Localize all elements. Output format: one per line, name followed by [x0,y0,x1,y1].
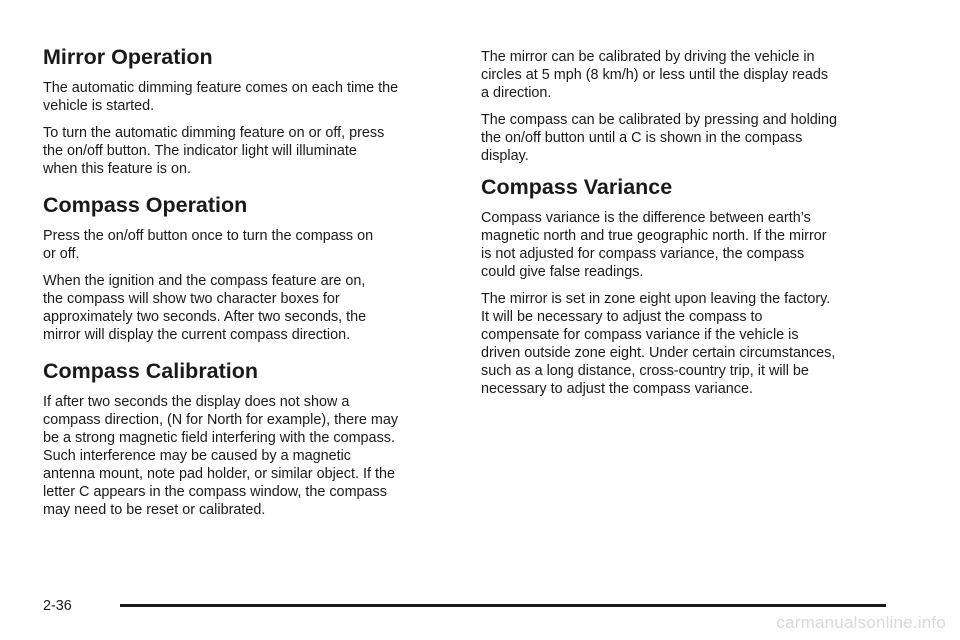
heading-compass-variance: Compass Variance [481,175,673,199]
section-compass-operation [43,192,453,344]
paragraph: The mirror is set in zone eight upon leaving the factory. It will be necessary to adjust the compass to compensate for compass variance if the vehicle is driven outside zone eight. Under certain circumstances, such as a long distance, cross-country trip, it will be necessary to adjust the compass variance. [481,291,836,397]
heading-compass-operation: Compass Operation [43,193,248,217]
paragraph: To turn the automatic dimming feature on or off, press the on/off button. The indicator light will illuminate when this feature is on. [43,125,385,177]
paragraph: When the ignition and the compass feature are on, the compass will show two character boxes for approximately two seconds. After two seconds, the mirror will display the current compass direction. [43,273,367,343]
paragraph: The compass can be calibrated by pressing and holding the on/off button until a C is shown in the compass display. [481,112,837,164]
heading-compass-calibration: Compass Calibration [43,359,259,383]
paragraph: The mirror can be calibrated by driving the vehicle in circles at 5 mph (8 km/h) or less until the display reads a direction. [481,49,829,101]
section-mirror-operation [43,44,453,178]
section-compass-variance [481,174,891,398]
section-compass-calibration [43,358,453,519]
left-column [43,44,453,528]
page-number: 2-36 [43,598,72,614]
right-column [481,48,891,407]
watermark: carmanualsonline.info [776,613,946,632]
heading-mirror-operation: Mirror Operation [43,45,213,69]
paragraph: Press the on/off button once to turn the compass on or off. [43,228,374,262]
footer-rule [120,604,886,607]
paragraph: The automatic dimming feature comes on each time the vehicle is started. [43,80,399,114]
paragraph: Compass variance is the difference between earth’s magnetic north and true geographic north. If the mirror is not adjusted for compass variance, the compass could give false readings. [481,210,827,280]
paragraph: If after two seconds the display does not show a compass direction, (N for North for example), there may be a strong magnetic field interfering with the compass. Such interference may be caused by a magnetic antenna mount, note pad holder, or similar object. If the letter C appears in the compass window, the compass may need to be reset or calibrated. [43,394,399,518]
